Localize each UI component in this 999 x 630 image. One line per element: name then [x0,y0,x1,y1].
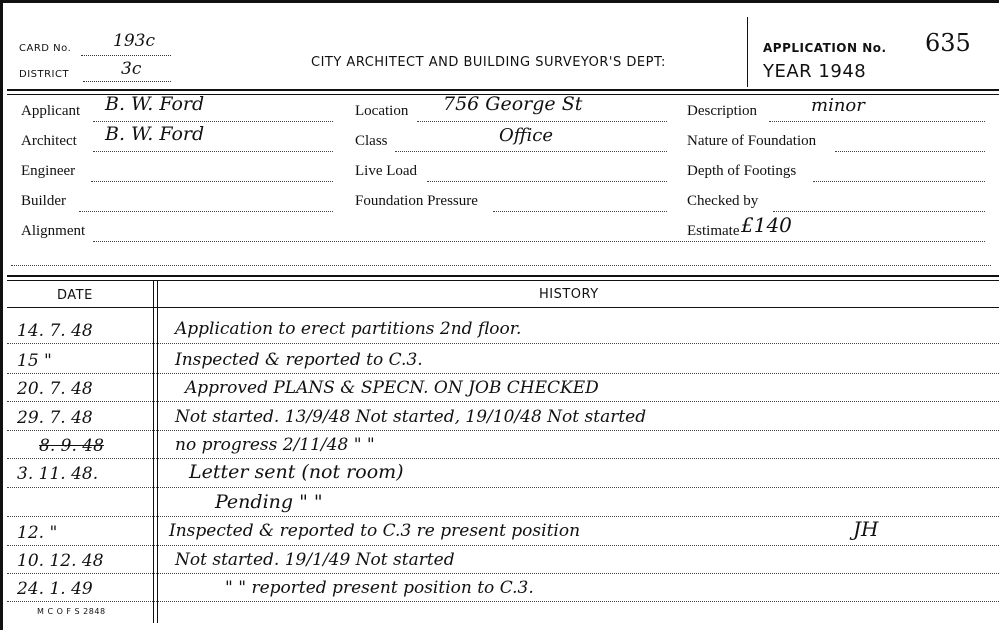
row-history: no progress 2/11/48 " " [175,435,375,455]
live-load-line [427,181,667,182]
district-label: DISTRICT [19,69,70,80]
row-history: Letter sent (not room) [189,461,404,483]
row-history: Not started. 19/1/49 Not started [175,550,455,570]
card-no-line [81,55,171,56]
description-line [769,121,985,122]
builder-line [79,211,333,212]
row-history: Not started. 13/9/48 Not started, 19/10/48 Not started [175,407,647,427]
application-number: 635 [925,29,971,57]
row-date: 14. 7. 48 [17,321,93,341]
nature-of-foundation-label: Nature of Foundation [687,133,817,149]
row-history: Application to erect partitions 2nd floor. [175,319,522,339]
table-top-rule [7,275,999,277]
location-label: Location [355,103,409,119]
checked-by-label: Checked by [687,193,759,209]
estimate-value: £140 [741,213,792,237]
class-line [395,151,667,152]
live-load-label: Live Load [355,163,418,179]
alignment-line [93,241,985,242]
architect-value: B. W. Ford [105,123,205,145]
card-no-label: CARD No. [19,43,72,54]
initials: JH [853,517,879,541]
row-date: 15 " [17,351,52,371]
row-history: Inspected & reported to C.3. [175,350,423,370]
alignment-label: Alignment [21,223,86,239]
row-history: Pending " " [215,491,323,513]
date-header: DATE [57,288,93,303]
nature-line [835,151,985,152]
date-column-divider-2 [157,280,158,623]
applicant-line [93,121,333,122]
foundation-pressure-line [493,211,667,212]
row-history: " " reported present position to C.3. [225,578,534,598]
card-no-value: 193c [113,31,155,51]
class-value: Office [499,125,553,146]
history-header: HISTORY [539,287,599,302]
row-history: Approved PLANS & SPECN. ON JOB CHECKED [185,378,599,398]
row-date: 20. 7. 48 [17,379,93,399]
checked-line [773,211,985,212]
builder-label: Builder [21,193,66,209]
department-title: CITY ARCHITECT AND BUILDING SURVEYOR'S DEPT: [311,55,666,70]
row-date: 8. 9. 48 [39,436,104,456]
header-divider [747,17,748,87]
year-label: YEAR 1948 [763,61,867,82]
row-date: 12. " [17,523,58,543]
table-header-rule [7,307,999,308]
header-rule [7,89,999,91]
location-line [417,121,667,122]
engineer-line [91,181,333,182]
row-date: 10. 12. 48 [17,551,104,571]
description-value: minor [811,95,865,116]
row-date: 3. 11. 48. [17,464,99,484]
architect-label: Architect [21,133,77,149]
row-date: 29. 7. 48 [17,408,93,428]
application-label: APPLICATION No. [763,41,887,55]
architect-line [93,151,333,152]
foundation-pressure-label: Foundation Pressure [355,193,478,209]
engineer-label: Engineer [21,163,76,179]
estimate-label: Estimate [687,223,740,239]
date-column-divider [153,280,154,623]
district-value: 3c [121,59,142,79]
applicant-value: B. W. Ford [105,93,205,115]
spare-line [11,265,991,266]
district-line [83,81,171,82]
location-value: 756 George St [443,93,583,115]
row-history: Inspected & reported to C.3 re present position [169,521,581,541]
applicant-label: Applicant [21,103,81,119]
form-code: M C O F S 2848 [37,607,106,616]
table-top-rule-2 [7,280,999,281]
class-label: Class [355,133,388,149]
depth-of-footings-label: Depth of Footings [687,163,797,179]
row-date: 24. 1. 49 [17,579,93,599]
depth-line [813,181,985,182]
description-label: Description [687,103,757,119]
